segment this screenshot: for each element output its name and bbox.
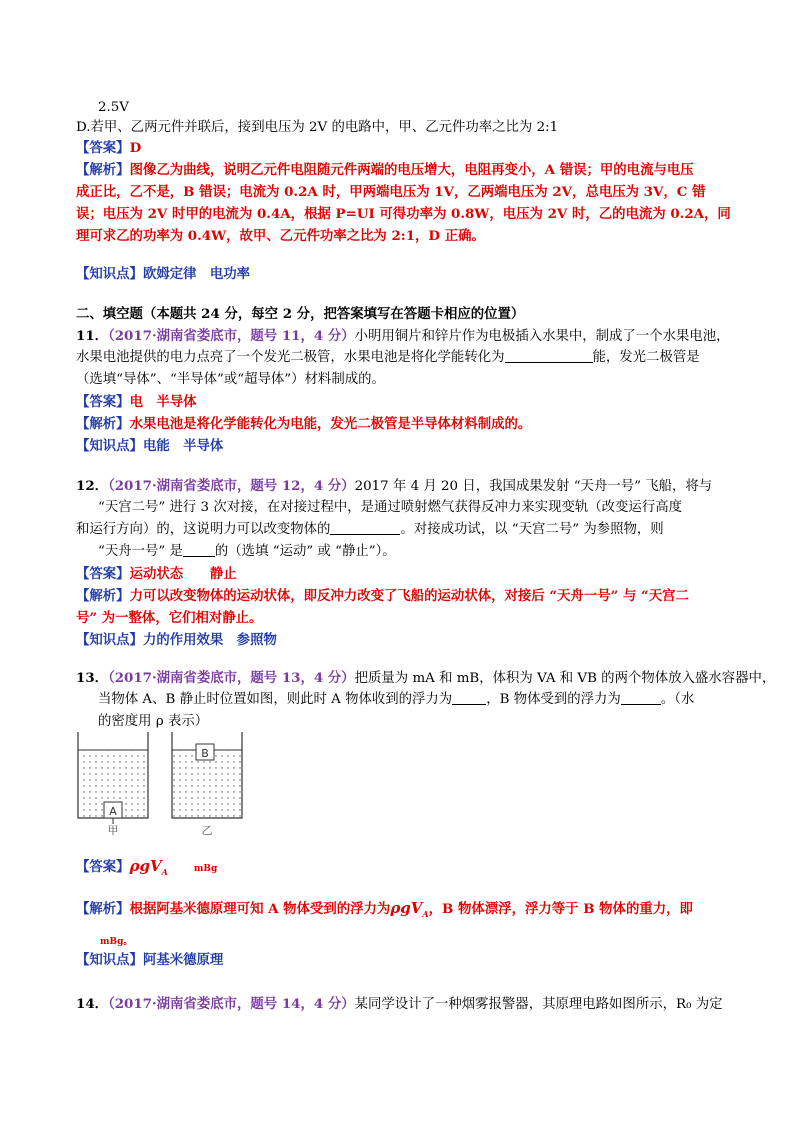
answer-formula: ρgV$_A$ — [129, 857, 168, 877]
analysis-text: 根据阿基米德原理可知 A 物体受到的浮力为 — [129, 901, 391, 917]
answer-blank — [505, 348, 593, 363]
answer-blank — [452, 690, 486, 705]
analysis-label: 【解析】 — [76, 416, 130, 432]
answer-label: 【答案】 — [76, 394, 130, 410]
container-b — [172, 732, 242, 837]
answer-blank — [330, 520, 400, 535]
analysis-formula: ρgV$_A$ — [390, 899, 429, 919]
q11-line1 — [76, 326, 730, 347]
analysis-text: 力可以改变物体的运动状体，即反冲力改变了飞船的运动状体，对接后 “天舟一号” 与 “天宫二 — [129, 588, 689, 604]
knowledge-value: 电能 半导体 — [142, 438, 224, 454]
answer-label: 【答案】 — [76, 859, 130, 875]
question-text: 2017 年 4 月 20 日，我国成果发射 “天舟一号” 飞船，将与 — [354, 479, 713, 494]
analysis-line: 误；电压为 2V 时甲的电流为 0.4A，根据 P=UI 可得功率为 0.8W，电压为 2V 时，乙的电流为 0.2A，同 — [76, 206, 731, 222]
figure-caption-b: 乙 — [201, 824, 213, 837]
q12-line1 — [76, 476, 712, 497]
q12-line3 — [76, 520, 664, 540]
q13-knowledge — [76, 950, 223, 971]
knowledge-label: 【知识点】 — [76, 632, 143, 648]
q11-line2 — [76, 348, 700, 368]
q13-analysis — [76, 898, 693, 924]
question-source: （2017·湖南省娄底市，题号 13，4 分） — [108, 670, 355, 686]
question-source: （2017·湖南省娄底市，题号 14，4 分） — [108, 996, 355, 1012]
question-text: 某同学设计了一种烟雾报警器，其原理电路如图所示，R₀ 为定 — [354, 997, 723, 1012]
question-source: （2017·湖南省娄底市，题号 11，4 分） — [108, 328, 355, 344]
question-number: 14． — [76, 996, 109, 1012]
question-number: 11． — [76, 328, 109, 344]
analysis-label: 【解析】 — [76, 162, 130, 178]
analysis-tail: mBg。 — [100, 937, 133, 947]
analysis-text: 水果电池是将化学能转化为电能，发光二极管是半导体材料制成的。 — [129, 416, 532, 432]
analysis-label: 【解析】 — [76, 901, 130, 917]
prev-analysis — [76, 160, 694, 181]
knowledge-value: 欧姆定律 电功率 — [142, 266, 251, 282]
answer-value: mBg — [193, 864, 218, 874]
knowledge-label: 【知识点】 — [76, 266, 143, 282]
answer-value: 电 半导体 — [129, 394, 197, 410]
question-text: 当物体 A、B 静止时位置如图，则此时 A 物体收到的浮力为 — [98, 692, 453, 707]
q12-line4 — [98, 542, 396, 562]
q11-analysis — [76, 414, 531, 435]
section-title: 二、填空题（本题共 24 分，每空 2 分，把答案填写在答题卡相应的位置） — [76, 306, 525, 322]
question-text: 。（水 — [660, 692, 695, 707]
question-text: 能，发光二极管是 — [592, 350, 700, 365]
question-text: “天舟一号” 是 — [98, 544, 183, 559]
q13-answer — [76, 856, 217, 882]
q13-line2 — [98, 690, 694, 710]
option-c-tail: 2.5V — [98, 100, 129, 115]
object-a-label: A — [109, 805, 117, 818]
analysis-label: 【解析】 — [76, 588, 130, 604]
analysis-text: ，B 物体漂浮，浮力等于 B 物体的重力，即 — [428, 901, 693, 917]
knowledge-label: 【知识点】 — [76, 438, 143, 454]
knowledge-value: 阿基米德原理 — [142, 952, 224, 968]
question-text: 把质量为 mA 和 mB，体积为 VA 和 VB 的两个物体放入盛水容器中， — [354, 671, 776, 686]
analysis-text: 号” 为一整体，它们相对静止。 — [76, 610, 263, 626]
q12-answer — [76, 564, 237, 585]
question-text: （选填“导体”、“半导体”或“超导体”）材料制成的。 — [76, 372, 385, 387]
question-number: 13． — [76, 670, 109, 686]
analysis-line: 理可求乙的功率为 0.4W，故甲、乙元件功率之比为 2:1，D 正确。 — [76, 228, 485, 244]
question-text: 小明用铜片和锌片作为电极插入水果中，制成了一个水果电池， — [354, 329, 730, 344]
question-text: 水果电池提供的电力点亮了一个发光二极管，水果电池是将化学能转化为 — [76, 350, 505, 365]
analysis-line: 成正比，乙不是，B 错误；电流为 0.2A 时，甲两端电压为 1V，乙两端电压为 2V，总电压为 3V，C 错 — [76, 184, 706, 200]
prev-answer — [76, 138, 141, 159]
knowledge-value: 力的作用效果 参照物 — [142, 632, 277, 648]
question-text: 的密度用 ρ 表示） — [98, 714, 209, 729]
question-source: （2017·湖南省娄底市，题号 12，4 分） — [108, 478, 355, 494]
q12-analysis — [76, 586, 689, 607]
knowledge-label: 【知识点】 — [76, 952, 143, 968]
q11-knowledge — [76, 436, 223, 457]
answer-value: 运动状态 静止 — [129, 566, 237, 582]
question-text: 和运行方向）的，这说明力可以改变物体的 — [76, 522, 331, 537]
prev-knowledge — [76, 264, 250, 285]
q13-line1 — [76, 668, 775, 689]
answer-blank — [621, 690, 661, 705]
figure-caption-a: 甲 — [107, 824, 119, 837]
container-a — [78, 732, 148, 837]
question-text: ，B 物体受到的浮力为 — [486, 692, 621, 707]
q12-knowledge — [76, 630, 277, 651]
answer-value: D — [129, 140, 142, 156]
answer-label: 【答案】 — [76, 566, 130, 582]
question-text: 的（选填 “运动” 或 “静止”）。 — [214, 544, 396, 559]
option-d: D.若甲、乙两元件并联后，接到电压为 2V 的电路中，甲、乙元件功率之比为 2:1 — [76, 120, 559, 135]
object-b-label: B — [201, 747, 209, 760]
question-text: 。对接成功试，以 “天宫二号” 为参照物，则 — [400, 522, 664, 537]
q14-line1 — [76, 994, 723, 1015]
question-text: “天宫二号” 进行 3 次对接，在对接过程中，是通过喷射燃气获得反冲力来实现变轨（改变运行高度 — [98, 500, 682, 515]
q11-answer — [76, 392, 197, 413]
answer-blank — [183, 542, 215, 557]
buoyancy-figure — [76, 730, 256, 840]
analysis-line: 图像乙为曲线，说明乙元件电阻随元件两端的电压增大，电阻再变小，A 错误；甲的电流与电压 — [129, 162, 694, 178]
question-number: 12． — [76, 478, 109, 494]
answer-label: 【答案】 — [76, 140, 130, 156]
